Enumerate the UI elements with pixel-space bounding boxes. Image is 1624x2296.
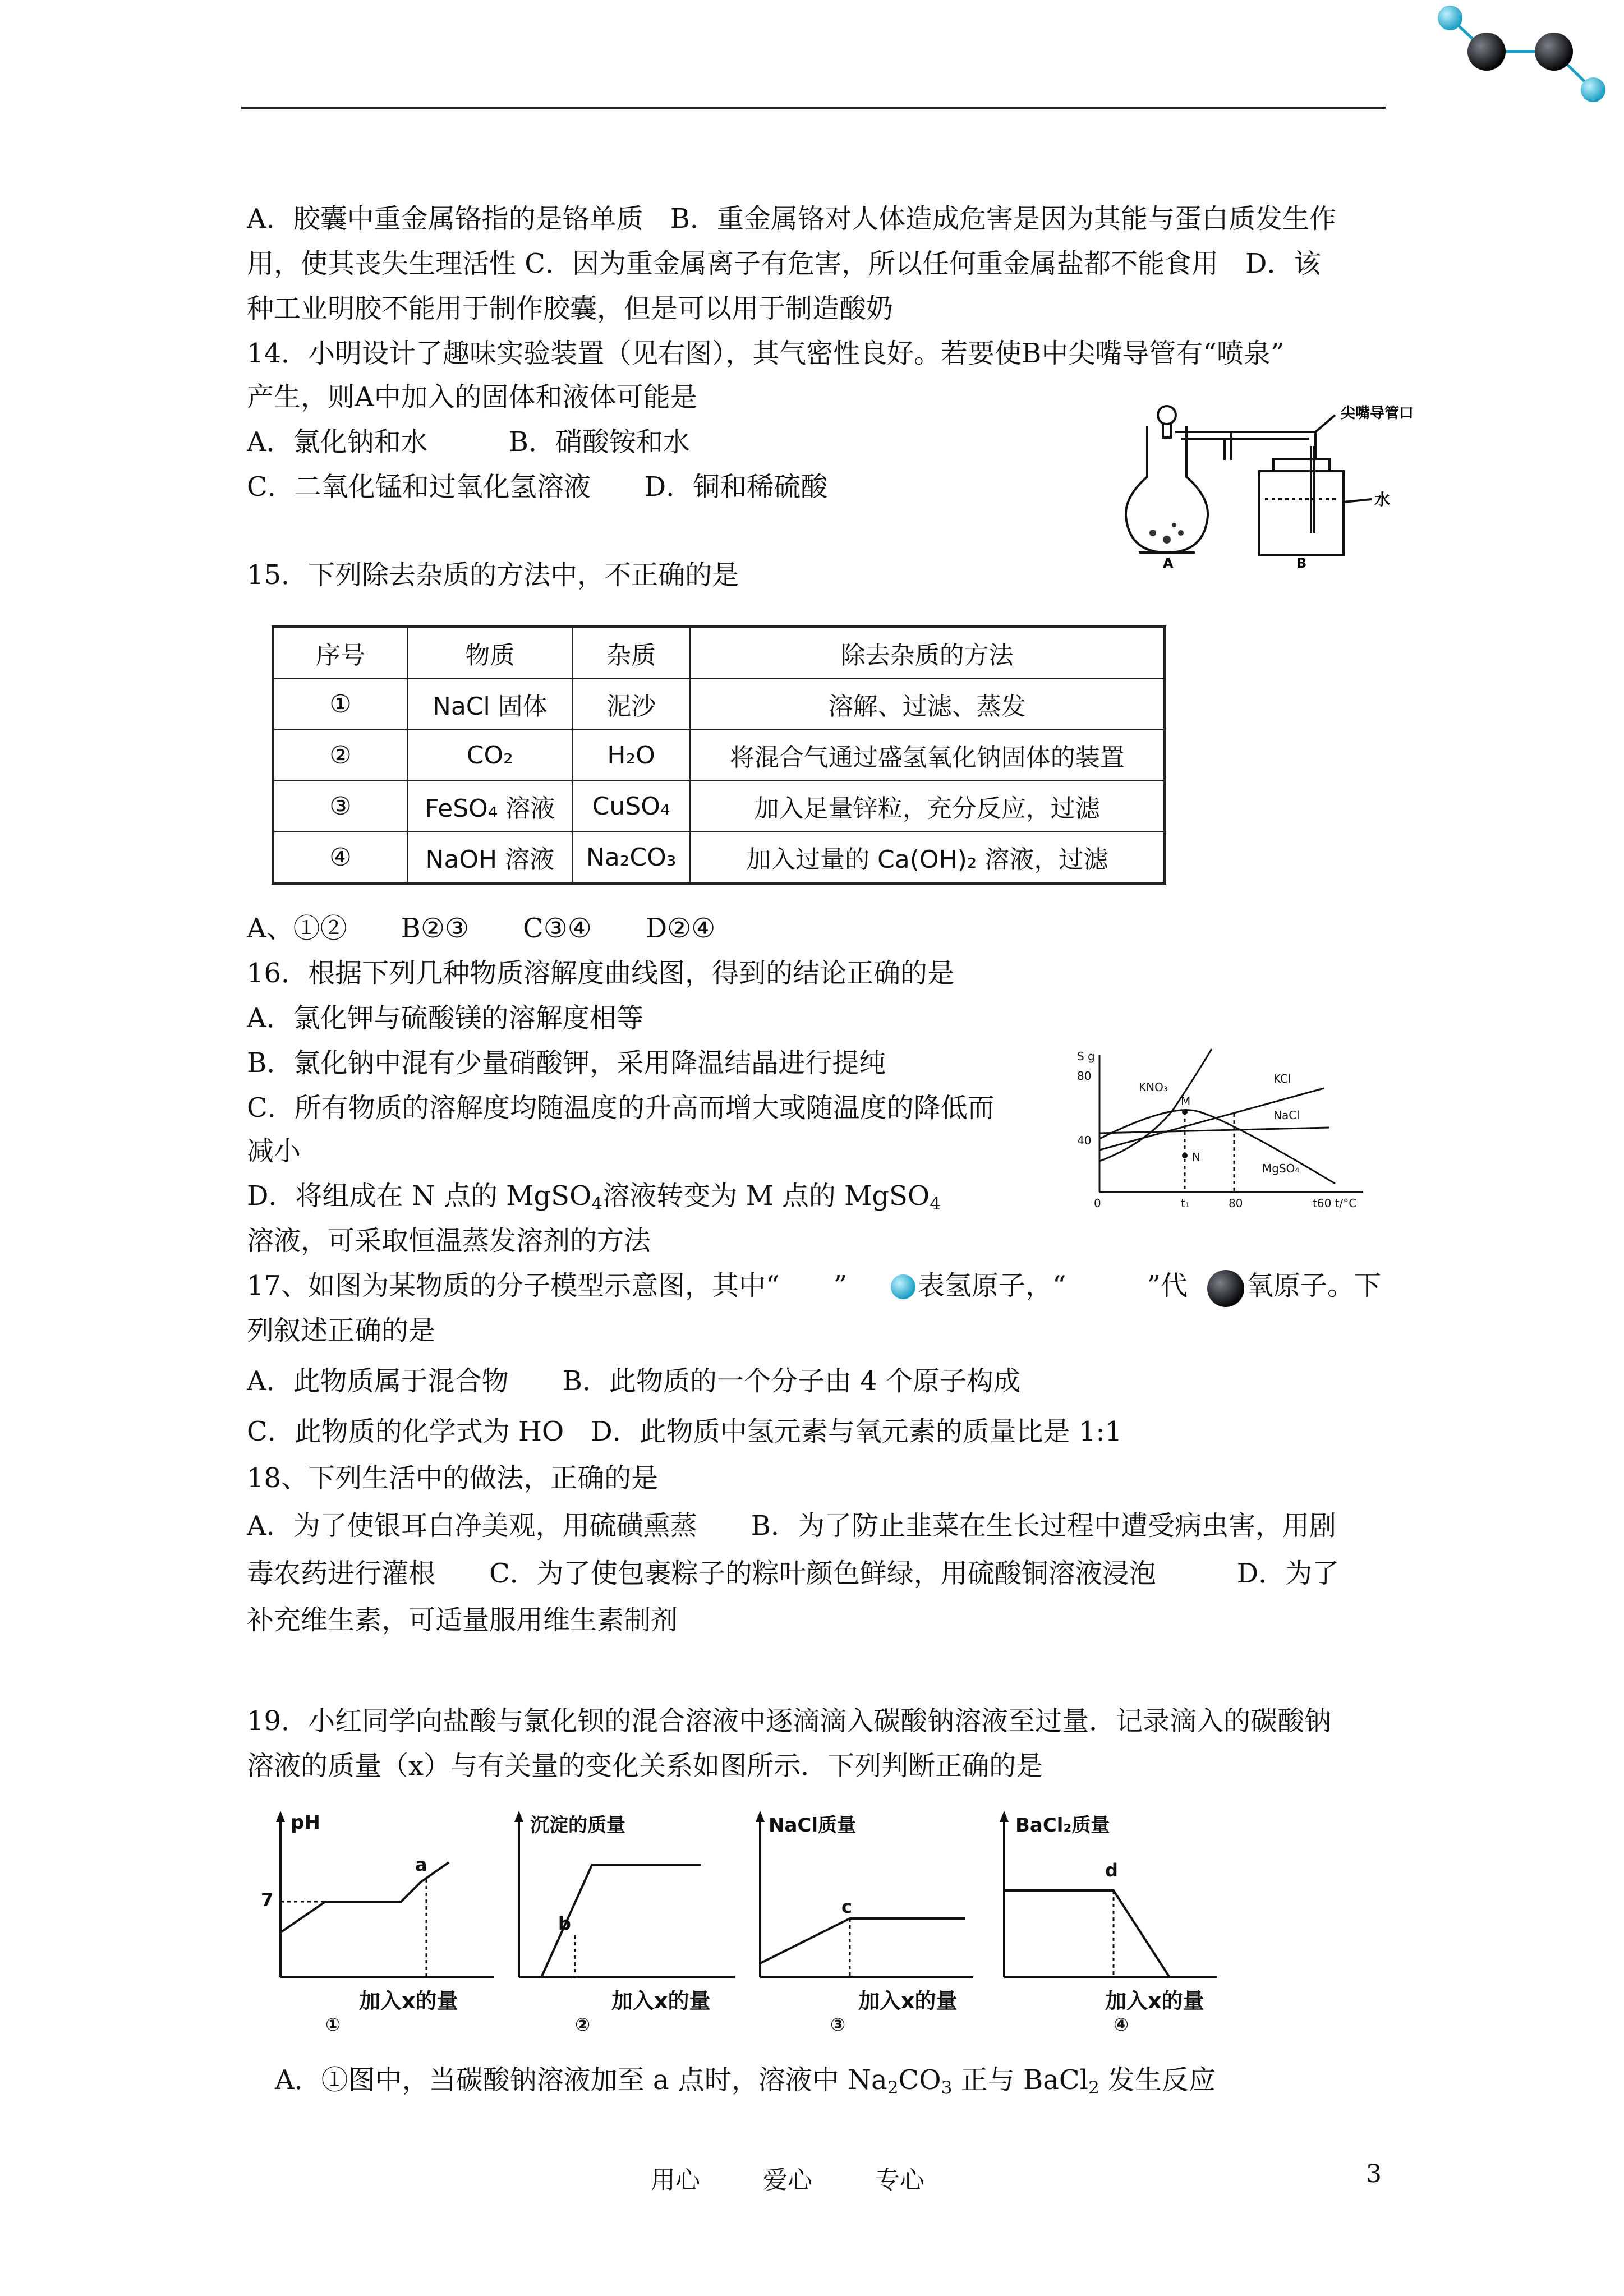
q14-stem-1: 14．小明设计了趣味实验装置（见右图），其气密性良好。若要使B中尖嘴导管有“喷泉” [247, 338, 1285, 369]
label-tip: 尖嘴导管口 [1341, 405, 1414, 422]
table-header: 序号 [273, 627, 408, 679]
table-cell: CO₂ [408, 730, 573, 781]
table-cell: ① [273, 679, 408, 730]
svg-text:7: 7 [261, 1889, 274, 1911]
chart-ph [261, 1811, 494, 2035]
q16-option-d1: D．将组成在 N 点的 MgSO$_4$溶液转变为 M 点的 MgSO$_4$ [247, 1180, 941, 1214]
molecule-logo [1425, 0, 1616, 112]
q15-stem: 15．下列除去杂质的方法中，不正确的是 [247, 559, 739, 591]
table-header: 物质 [408, 627, 573, 679]
table-row [273, 730, 1165, 781]
header-rule [241, 107, 1386, 109]
q14-apparatus-figure [1114, 393, 1414, 572]
table-cell: 泥沙 [572, 679, 690, 730]
svg-text:沉淀的质量: 沉淀的质量 [530, 1814, 625, 1837]
q16-option-c2: 减小 [247, 1135, 301, 1167]
q13-line-3: 种工业明胶不能用于制作胶囊，但是可以用于制造酸奶 [247, 293, 894, 324]
q17-stem-4: 列叙述正确的是 [247, 1315, 436, 1346]
table-cell: ③ [273, 781, 408, 832]
q19-stem-1: 19．小红同学向盐酸与氯化钡的混合溶液中逐滴滴入碳酸钠溶液至过量．记录滴入的碳酸钠 [247, 1705, 1332, 1737]
table-cell: CuSO₄ [572, 781, 690, 832]
tick-t1: t₁ [1181, 1197, 1190, 1210]
svg-text:BaCl₂质量: BaCl₂质量 [1015, 1814, 1110, 1837]
tick-x80: 80 [1229, 1197, 1243, 1210]
svg-text:加入x的量: 加入x的量 [611, 1989, 711, 2013]
svg-text:加入x的量: 加入x的量 [858, 1989, 958, 2013]
tick-x0: 0 [1094, 1197, 1101, 1210]
label-m: M [1181, 1094, 1191, 1108]
q14-stem-2: 产生，则A中加入的固体和液体可能是 [247, 381, 697, 413]
hydrogen-atom-icon [890, 1273, 917, 1300]
q19-charts [261, 1806, 1273, 2042]
svg-text:加入x的量: 加入x的量 [359, 1989, 458, 2013]
table-cell: FeSO₄ 溶液 [408, 781, 573, 832]
q16-option-c1: C．所有物质的溶解度均随温度的升高而增大或随温度的降低而 [247, 1092, 995, 1124]
q17-stem-3: 氧原子。下 [1246, 1270, 1382, 1301]
q17-options-1: A．此物质属于混合物 B．此物质的一个分子由 4 个原子构成 [247, 1365, 1020, 1397]
svg-text:NaCl质量: NaCl质量 [769, 1814, 857, 1837]
q18-options-2: 毒农药进行灌根 C．为了使包裹粽子的粽叶颜色鲜绿，用硫酸铜溶液浸泡 D．为了 [247, 1558, 1340, 1589]
q18-stem: 18、下列生活中的做法，正确的是 [247, 1462, 659, 1494]
label-kcl: KCl [1273, 1072, 1291, 1085]
q15-options: A、①② B②③ C③④ D②④ [247, 913, 716, 944]
oxygen-atom-icon [1206, 1269, 1245, 1308]
label-n: N [1192, 1151, 1200, 1164]
q13-line-1: A．胶囊中重金属铬指的是铬单质 B．重金属铬对人体造成危害是因为其能与蛋白质发生作 [247, 203, 1336, 234]
tick-y40: 40 [1077, 1134, 1092, 1147]
tick-y80: 80 [1077, 1069, 1092, 1083]
svg-text:b: b [558, 1913, 571, 1934]
svg-text:②: ② [575, 2014, 591, 2035]
svg-text:④: ④ [1114, 2014, 1129, 2035]
q17-stem-1: 17、如图为某物质的分子模型示意图，其中“ ” [247, 1270, 848, 1301]
table-row [273, 679, 1165, 730]
table-row [273, 832, 1165, 884]
table-cell: 将混合气通过盛氢氧化钠固体的装置 [690, 730, 1165, 781]
svg-text:a: a [415, 1854, 427, 1875]
q14-options-2: C．二氧化锰和过氧化氢溶液 D．铜和稀硫酸 [247, 471, 828, 503]
chart-bacl2 [1000, 1811, 1217, 2035]
svg-text:d: d [1105, 1860, 1118, 1881]
footer-motto-1: 用心 [651, 2166, 700, 2194]
q16-solubility-chart [1066, 1043, 1402, 1212]
q14-options-1: A．氯化钠和水 B．硝酸铵和水 [247, 426, 690, 458]
svg-text:c: c [841, 1896, 852, 1917]
table-cell: NaOH 溶液 [408, 832, 573, 884]
q17-stem-2: 表氢原子，“ ”代 [918, 1270, 1188, 1301]
chart-nacl [756, 1811, 973, 2035]
label-nacl: NaCl [1273, 1108, 1300, 1122]
table-row [273, 781, 1165, 832]
table-cell: 加入过量的 Ca(OH)₂ 溶液，过滤 [690, 832, 1165, 884]
table-cell: H₂O [572, 730, 690, 781]
svg-text:加入x的量: 加入x的量 [1105, 1989, 1204, 2013]
table-cell: ② [273, 730, 408, 781]
svg-text:pH: pH [291, 1811, 320, 1834]
svg-text:①: ① [325, 2014, 341, 2035]
table-cell: ④ [273, 832, 408, 884]
q16-option-d2: 溶液，可采取恒温蒸发溶剂的方法 [247, 1225, 651, 1257]
footer-motto-3: 专心 [875, 2166, 924, 2194]
q15-table [272, 625, 1166, 885]
table-cell: 溶解、过滤、蒸发 [690, 679, 1165, 730]
table-header: 杂质 [572, 627, 690, 679]
table-cell: Na₂CO₃ [572, 832, 690, 884]
q16-option-a: A．氯化钾与硫酸镁的溶解度相等 [247, 1002, 643, 1034]
chart-precipitate [514, 1811, 735, 2035]
table-header: 除去杂质的方法 [690, 627, 1165, 679]
q19-option-a: A．①图中，当碳酸钠溶液加至 a 点时，溶液中 $Na_2CO_3$ 正与 BaCl$_2$ 发生反应 [275, 2064, 1216, 2098]
table-cell: 加入足量锌粒，充分反应，过滤 [690, 781, 1165, 832]
label-a: A [1163, 555, 1174, 571]
label-water: 水 [1374, 490, 1391, 509]
footer-motto-2: 爱心 [763, 2166, 812, 2194]
page-number: 3 [1366, 2160, 1382, 2188]
q16-option-b: B．氯化钠中混有少量硝酸钾，采用降温结晶进行提纯 [247, 1047, 886, 1079]
table-cell: NaCl 固体 [408, 679, 573, 730]
label-mgso4: MgSO₄ [1262, 1162, 1300, 1175]
label-kno3: KNO₃ [1139, 1080, 1168, 1094]
q13-line-2: 用，使其丧失生理活性 C．因为重金属离子有危害，所以任何重金属盐都不能食用 D．该 [247, 248, 1321, 279]
q19-stem-2: 溶液的质量（x）与有关量的变化关系如图所示．下列判断正确的是 [247, 1750, 1043, 1782]
tick-xend: t60 t/°C [1313, 1197, 1357, 1210]
q17-options-2: C．此物质的化学式为 HO D．此物质中氢元素与氧元素的质量比是 1:1 [247, 1416, 1122, 1447]
q18-options-3: 补充维生素，可适量服用维生素制剂 [247, 1604, 678, 1636]
svg-text:③: ③ [830, 2014, 846, 2035]
q16-stem: 16．根据下列几种物质溶解度曲线图，得到的结论正确的是 [247, 958, 955, 989]
chart-ylabel: S g [1077, 1050, 1095, 1063]
label-b: B [1296, 555, 1307, 571]
q18-options-1: A．为了使银耳白净美观，用硫磺熏蒸 B．为了防止韭菜在生长过程中遭受病虫害，用剧 [247, 1510, 1336, 1542]
